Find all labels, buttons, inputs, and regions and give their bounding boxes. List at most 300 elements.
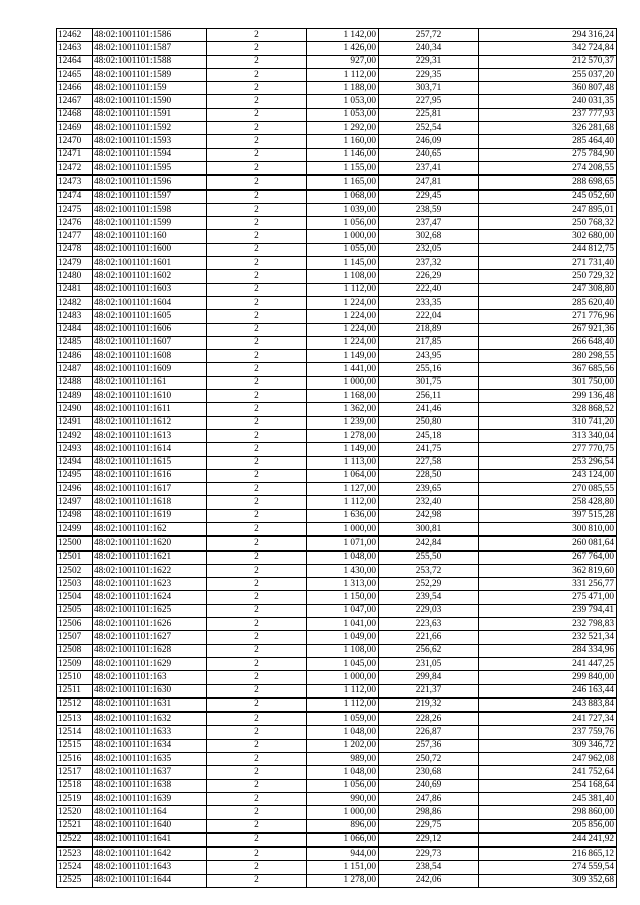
row-number-cell: 12479 (57, 257, 93, 270)
category-code-cell: 2 (207, 203, 307, 216)
cadastral-number-cell: 48:02:1001101:1604 (93, 296, 207, 309)
unit-value-cell: 242,98 (379, 509, 479, 522)
area-cell: 1 112,00 (307, 68, 379, 81)
row-number-cell: 12516 (57, 753, 93, 766)
category-code-cell: 2 (207, 496, 307, 509)
table-row (57, 283, 617, 296)
table-row (57, 536, 617, 550)
cadastral-value-cell: 247 308,80 (479, 283, 617, 296)
cadastral-value-cell: 232 798,83 (479, 618, 617, 631)
table-row (57, 847, 617, 861)
category-code-cell: 2 (207, 175, 307, 189)
cadastral-number-cell: 48:02:1001101:1624 (93, 591, 207, 604)
cadastral-number-cell: 48:02:1001101:1587 (93, 42, 207, 55)
row-number-cell: 12484 (57, 323, 93, 336)
cadastral-number-cell: 48:02:1001101:1627 (93, 631, 207, 644)
cadastral-number-cell: 48:02:1001101:1600 (93, 243, 207, 256)
cadastral-value-cell: 367 685,56 (479, 363, 617, 376)
category-code-cell: 2 (207, 551, 307, 565)
category-code-cell: 2 (207, 323, 307, 336)
cadastral-value-cell: 284 334,96 (479, 644, 617, 657)
category-code-cell: 2 (207, 698, 307, 712)
area-cell: 1 000,00 (307, 806, 379, 819)
unit-value-cell: 239,54 (379, 591, 479, 604)
unit-value-cell: 226,87 (379, 726, 479, 739)
table-row (57, 684, 617, 698)
row-number-cell: 12491 (57, 416, 93, 429)
cadastral-number-cell: 48:02:1001101:1628 (93, 644, 207, 657)
cadastral-value-cell: 270 085,55 (479, 483, 617, 496)
row-number-cell: 12497 (57, 496, 93, 509)
cadastral-number-cell: 48:02:1001101:1608 (93, 350, 207, 363)
row-number-cell: 12522 (57, 833, 93, 847)
cadastral-number-cell: 48:02:1001101:1594 (93, 148, 207, 161)
table-row (57, 806, 617, 819)
cadastral-value-cell: 258 428,80 (479, 496, 617, 509)
cadastral-value-cell: 246 163,44 (479, 684, 617, 698)
unit-value-cell: 240,34 (379, 42, 479, 55)
category-code-cell: 2 (207, 483, 307, 496)
cadastral-value-cell: 271 731,40 (479, 257, 617, 270)
area-cell: 1 127,00 (307, 483, 379, 496)
cadastral-value-cell: 362 819,60 (479, 564, 617, 577)
row-number-cell: 12482 (57, 296, 93, 309)
cadastral-value-cell: 301 750,00 (479, 376, 617, 389)
table-row (57, 712, 617, 726)
unit-value-cell: 238,59 (379, 203, 479, 216)
unit-value-cell: 219,32 (379, 698, 479, 712)
cadastral-value-cell: 275 471,00 (479, 591, 617, 604)
category-code-cell: 2 (207, 42, 307, 55)
cadastral-value-cell: 245 052,60 (479, 190, 617, 204)
row-number-cell: 12519 (57, 792, 93, 805)
unit-value-cell: 241,46 (379, 403, 479, 416)
area-cell: 1 292,00 (307, 122, 379, 135)
cadastral-value-cell: 212 570,37 (479, 55, 617, 68)
area-cell: 1 278,00 (307, 874, 379, 887)
cadastral-value-cell: 275 784,90 (479, 148, 617, 161)
cadastral-value-cell: 277 770,75 (479, 443, 617, 456)
area-cell: 1 168,00 (307, 390, 379, 403)
cadastral-number-cell: 48:02:1001101:1634 (93, 739, 207, 752)
area-cell: 1 048,00 (307, 726, 379, 739)
row-number-cell: 12467 (57, 95, 93, 108)
row-number-cell: 12517 (57, 766, 93, 779)
category-code-cell: 2 (207, 657, 307, 670)
row-number-cell: 12468 (57, 108, 93, 121)
area-cell: 1 224,00 (307, 323, 379, 336)
area-cell: 1 165,00 (307, 175, 379, 189)
area-cell: 1 000,00 (307, 230, 379, 243)
cadastral-value-cell: 300 810,00 (479, 522, 617, 536)
unit-value-cell: 221,66 (379, 631, 479, 644)
area-cell: 1 108,00 (307, 644, 379, 657)
row-number-cell: 12477 (57, 230, 93, 243)
cadastral-number-cell: 48:02:1001101:1591 (93, 108, 207, 121)
category-code-cell: 2 (207, 631, 307, 644)
category-code-cell: 2 (207, 429, 307, 442)
cadastral-number-cell: 48:02:1001101:1605 (93, 310, 207, 323)
row-number-cell: 12465 (57, 68, 93, 81)
table-row (57, 55, 617, 68)
unit-value-cell: 246,09 (379, 135, 479, 148)
unit-value-cell: 238,54 (379, 861, 479, 874)
unit-value-cell: 229,45 (379, 190, 479, 204)
table-row (57, 95, 617, 108)
unit-value-cell: 229,03 (379, 604, 479, 617)
category-code-cell: 2 (207, 135, 307, 148)
unit-value-cell: 241,75 (379, 443, 479, 456)
area-cell: 1 045,00 (307, 657, 379, 670)
area-cell: 1 202,00 (307, 739, 379, 752)
table-row (57, 270, 617, 283)
row-number-cell: 12487 (57, 363, 93, 376)
area-cell: 1 047,00 (307, 604, 379, 617)
area-cell: 1 239,00 (307, 416, 379, 429)
category-code-cell: 2 (207, 217, 307, 230)
category-code-cell: 2 (207, 376, 307, 389)
table-row (57, 551, 617, 565)
table-row (57, 874, 617, 887)
row-number-cell: 12471 (57, 148, 93, 161)
unit-value-cell: 242,06 (379, 874, 479, 887)
cadastral-value-cell: 247 895,01 (479, 203, 617, 216)
row-number-cell: 12476 (57, 217, 93, 230)
cadastral-number-cell: 48:02:1001101:1597 (93, 190, 207, 204)
cadastral-number-cell: 48:02:1001101:1618 (93, 496, 207, 509)
area-cell: 1 056,00 (307, 779, 379, 792)
cadastral-value-cell: 241 447,25 (479, 657, 617, 670)
cadastral-value-cell: 294 316,24 (479, 29, 617, 42)
area-cell: 1 362,00 (307, 403, 379, 416)
area-cell: 1 048,00 (307, 551, 379, 565)
row-number-cell: 12520 (57, 806, 93, 819)
table-row (57, 323, 617, 336)
table-row (57, 29, 617, 42)
cadastral-number-cell: 48:02:1001101:1598 (93, 203, 207, 216)
table-row (57, 175, 617, 189)
unit-value-cell: 240,65 (379, 148, 479, 161)
category-code-cell: 2 (207, 522, 307, 536)
unit-value-cell: 256,62 (379, 644, 479, 657)
area-cell: 1 224,00 (307, 310, 379, 323)
cadastral-value-cell: 255 037,20 (479, 68, 617, 81)
cadastral-value-cell: 267 764,00 (479, 551, 617, 565)
row-number-cell: 12510 (57, 671, 93, 684)
cadastral-number-cell: 48:02:1001101:1621 (93, 551, 207, 565)
unit-value-cell: 227,58 (379, 456, 479, 469)
cadastral-number-cell: 48:02:1001101:1596 (93, 175, 207, 189)
cadastral-number-cell: 48:02:1001101:1588 (93, 55, 207, 68)
unit-value-cell: 226,29 (379, 270, 479, 283)
unit-value-cell: 242,84 (379, 536, 479, 550)
unit-value-cell: 217,85 (379, 336, 479, 349)
category-code-cell: 2 (207, 819, 307, 833)
category-code-cell: 2 (207, 68, 307, 81)
category-code-cell: 2 (207, 243, 307, 256)
table-row (57, 578, 617, 591)
cadastral-number-cell: 48:02:1001101:1614 (93, 443, 207, 456)
table-row (57, 336, 617, 349)
table-row (57, 591, 617, 604)
cadastral-value-cell: 280 298,55 (479, 350, 617, 363)
unit-value-cell: 228,26 (379, 712, 479, 726)
cadastral-number-cell: 48:02:1001101:1638 (93, 779, 207, 792)
table-row (57, 217, 617, 230)
unit-value-cell: 239,65 (379, 483, 479, 496)
area-cell: 1 146,00 (307, 148, 379, 161)
table-row (57, 766, 617, 779)
unit-value-cell: 252,54 (379, 122, 479, 135)
cadastral-number-cell: 48:02:1001101:1631 (93, 698, 207, 712)
cadastral-number-cell: 48:02:1001101:1610 (93, 390, 207, 403)
table-row (57, 469, 617, 482)
cadastral-number-cell: 48:02:1001101:161 (93, 376, 207, 389)
cadastral-value-cell: 245 381,40 (479, 792, 617, 805)
unit-value-cell: 237,41 (379, 161, 479, 175)
table-row (57, 443, 617, 456)
table-row (57, 257, 617, 270)
area-cell: 1 430,00 (307, 564, 379, 577)
area-cell: 1 145,00 (307, 257, 379, 270)
row-number-cell: 12514 (57, 726, 93, 739)
area-cell: 1 149,00 (307, 443, 379, 456)
cadastral-value-cell: 313 340,04 (479, 429, 617, 442)
table-row (57, 310, 617, 323)
row-number-cell: 12493 (57, 443, 93, 456)
table-row (57, 861, 617, 874)
table-row (57, 82, 617, 95)
area-cell: 1 112,00 (307, 496, 379, 509)
table-row (57, 376, 617, 389)
unit-value-cell: 233,35 (379, 296, 479, 309)
table-row (57, 618, 617, 631)
table-row (57, 190, 617, 204)
row-number-cell: 12488 (57, 376, 93, 389)
table-row (57, 483, 617, 496)
category-code-cell: 2 (207, 257, 307, 270)
category-code-cell: 2 (207, 712, 307, 726)
unit-value-cell: 301,75 (379, 376, 479, 389)
area-cell: 1 142,00 (307, 29, 379, 42)
cadastral-number-cell: 48:02:1001101:1644 (93, 874, 207, 887)
row-number-cell: 12498 (57, 509, 93, 522)
cadastral-value-cell: 244 241,92 (479, 833, 617, 847)
cadastral-value-cell: 243 124,00 (479, 469, 617, 482)
category-code-cell: 2 (207, 591, 307, 604)
unit-value-cell: 240,69 (379, 779, 479, 792)
cadastral-value-cell: 274 559,54 (479, 861, 617, 874)
cadastral-number-cell: 48:02:1001101:1641 (93, 833, 207, 847)
cadastral-number-cell: 48:02:1001101:1609 (93, 363, 207, 376)
table-row (57, 564, 617, 577)
row-number-cell: 12503 (57, 578, 93, 591)
row-number-cell: 12515 (57, 739, 93, 752)
area-cell: 1 112,00 (307, 698, 379, 712)
table-row (57, 243, 617, 256)
row-number-cell: 12463 (57, 42, 93, 55)
cadastral-number-cell: 48:02:1001101:1629 (93, 657, 207, 670)
category-code-cell: 2 (207, 82, 307, 95)
unit-value-cell: 229,12 (379, 833, 479, 847)
table-row (57, 390, 617, 403)
table-row (57, 739, 617, 752)
row-number-cell: 12524 (57, 861, 93, 874)
cadastral-number-cell: 48:02:1001101:160 (93, 230, 207, 243)
unit-value-cell: 229,31 (379, 55, 479, 68)
category-code-cell: 2 (207, 310, 307, 323)
cadastral-value-cell: 253 296,54 (479, 456, 617, 469)
category-code-cell: 2 (207, 108, 307, 121)
unit-value-cell: 222,04 (379, 310, 479, 323)
unit-value-cell: 257,36 (379, 739, 479, 752)
cadastral-value-cell: 237 759,76 (479, 726, 617, 739)
unit-value-cell: 228,50 (379, 469, 479, 482)
unit-value-cell: 227,95 (379, 95, 479, 108)
cadastral-number-cell: 48:02:1001101:1592 (93, 122, 207, 135)
area-cell: 1 113,00 (307, 456, 379, 469)
row-number-cell: 12469 (57, 122, 93, 135)
row-number-cell: 12473 (57, 175, 93, 189)
category-code-cell: 2 (207, 270, 307, 283)
unit-value-cell: 247,86 (379, 792, 479, 805)
category-code-cell: 2 (207, 296, 307, 309)
cadastral-value-cell: 397 515,28 (479, 509, 617, 522)
cadastral-number-cell: 48:02:1001101:162 (93, 522, 207, 536)
category-code-cell: 2 (207, 363, 307, 376)
area-cell: 1 049,00 (307, 631, 379, 644)
table-row (57, 819, 617, 833)
area-cell: 1 150,00 (307, 591, 379, 604)
table-row (57, 122, 617, 135)
unit-value-cell: 255,16 (379, 363, 479, 376)
cadastral-number-cell: 48:02:1001101:1590 (93, 95, 207, 108)
area-cell: 1 224,00 (307, 296, 379, 309)
cadastral-number-cell: 48:02:1001101:1626 (93, 618, 207, 631)
row-number-cell: 12470 (57, 135, 93, 148)
cadastral-value-cell: 205 856,00 (479, 819, 617, 833)
area-cell: 1 151,00 (307, 861, 379, 874)
unit-value-cell: 230,68 (379, 766, 479, 779)
area-cell: 896,00 (307, 819, 379, 833)
cadastral-number-cell: 48:02:1001101:1617 (93, 483, 207, 496)
cadastral-number-cell: 48:02:1001101:1616 (93, 469, 207, 482)
area-cell: 1 000,00 (307, 671, 379, 684)
category-code-cell: 2 (207, 443, 307, 456)
row-number-cell: 12505 (57, 604, 93, 617)
category-code-cell: 2 (207, 536, 307, 550)
category-code-cell: 2 (207, 618, 307, 631)
cadastral-number-cell: 48:02:1001101:1601 (93, 257, 207, 270)
unit-value-cell: 302,68 (379, 230, 479, 243)
category-code-cell: 2 (207, 739, 307, 752)
unit-value-cell: 252,29 (379, 578, 479, 591)
area-cell: 1 224,00 (307, 336, 379, 349)
cadastral-number-cell: 48:02:1001101:163 (93, 671, 207, 684)
category-code-cell: 2 (207, 148, 307, 161)
row-number-cell: 12472 (57, 161, 93, 175)
row-number-cell: 12466 (57, 82, 93, 95)
unit-value-cell: 221,37 (379, 684, 479, 698)
cadastral-value-cell: 241 727,34 (479, 712, 617, 726)
category-code-cell: 2 (207, 230, 307, 243)
category-code-cell: 2 (207, 779, 307, 792)
cadastral-value-cell: 331 256,77 (479, 578, 617, 591)
row-number-cell: 12492 (57, 429, 93, 442)
table-row (57, 296, 617, 309)
unit-value-cell: 237,32 (379, 257, 479, 270)
table-row (57, 671, 617, 684)
area-cell: 1 059,00 (307, 712, 379, 726)
area-cell: 1 039,00 (307, 203, 379, 216)
area-cell: 1 053,00 (307, 95, 379, 108)
category-code-cell: 2 (207, 416, 307, 429)
cadastral-number-cell: 48:02:1001101:1586 (93, 29, 207, 42)
cadastral-number-cell: 48:02:1001101:1613 (93, 429, 207, 442)
row-number-cell: 12496 (57, 483, 93, 496)
row-number-cell: 12474 (57, 190, 93, 204)
table-row (57, 698, 617, 712)
cadastral-value-cell: 216 865,12 (479, 847, 617, 861)
cadastral-number-cell: 48:02:1001101:1622 (93, 564, 207, 577)
unit-value-cell: 299,84 (379, 671, 479, 684)
row-number-cell: 12494 (57, 456, 93, 469)
cadastral-value-cell: 250 729,32 (479, 270, 617, 283)
cadastral-number-cell: 48:02:1001101:159 (93, 82, 207, 95)
area-cell: 1 064,00 (307, 469, 379, 482)
cadastral-number-cell: 48:02:1001101:164 (93, 806, 207, 819)
row-number-cell: 12495 (57, 469, 93, 482)
unit-value-cell: 300,81 (379, 522, 479, 536)
table-row (57, 416, 617, 429)
unit-value-cell: 229,35 (379, 68, 479, 81)
unit-value-cell: 231,05 (379, 657, 479, 670)
cadastral-value-cell: 342 724,84 (479, 42, 617, 55)
table-row (57, 657, 617, 670)
area-cell: 1 112,00 (307, 684, 379, 698)
cadastral-number-cell: 48:02:1001101:1589 (93, 68, 207, 81)
category-code-cell: 2 (207, 55, 307, 68)
row-number-cell: 12511 (57, 684, 93, 698)
table-row (57, 42, 617, 55)
unit-value-cell: 256,11 (379, 390, 479, 403)
cadastral-number-cell: 48:02:1001101:1603 (93, 283, 207, 296)
table-row (57, 230, 617, 243)
table-row (57, 203, 617, 216)
cadastral-value-cell: 243 883,84 (479, 698, 617, 712)
area-cell: 990,00 (307, 792, 379, 805)
area-cell: 1 068,00 (307, 190, 379, 204)
category-code-cell: 2 (207, 403, 307, 416)
area-cell: 1 441,00 (307, 363, 379, 376)
category-code-cell: 2 (207, 792, 307, 805)
area-cell: 944,00 (307, 847, 379, 861)
cadastral-number-cell: 48:02:1001101:1593 (93, 135, 207, 148)
area-cell: 1 636,00 (307, 509, 379, 522)
cadastral-number-cell: 48:02:1001101:1632 (93, 712, 207, 726)
cadastral-value-cell: 244 812,75 (479, 243, 617, 256)
cadastral-value-cell: 328 868,52 (479, 403, 617, 416)
area-cell: 1 056,00 (307, 217, 379, 230)
category-code-cell: 2 (207, 29, 307, 42)
row-number-cell: 12478 (57, 243, 93, 256)
table-row (57, 456, 617, 469)
cadastral-value-cell: 260 081,64 (479, 536, 617, 550)
unit-value-cell: 253,72 (379, 564, 479, 577)
row-number-cell: 12506 (57, 618, 93, 631)
table-row (57, 522, 617, 536)
unit-value-cell: 218,89 (379, 323, 479, 336)
